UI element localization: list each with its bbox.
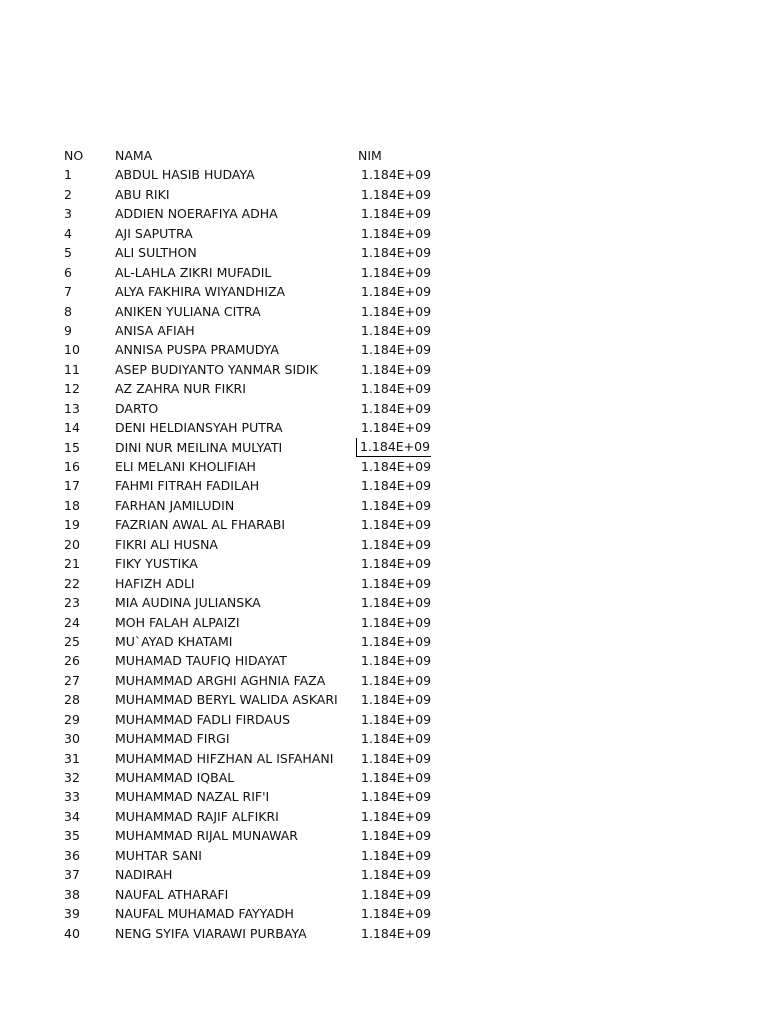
cell-nim[interactable]: 1.184E+09	[361, 731, 432, 747]
cell-name[interactable]: MU`AYAD KHATAMI	[115, 633, 233, 649]
cell-name[interactable]: MUHTAR SANI	[115, 847, 202, 863]
cell-no[interactable]: 13	[64, 400, 80, 416]
cell-no[interactable]: 14	[64, 420, 80, 436]
cell-no[interactable]: 24	[64, 614, 80, 630]
header-row	[0, 146, 768, 165]
table-row	[0, 263, 768, 282]
cell-no[interactable]: 35	[64, 828, 80, 844]
cell-nim[interactable]: 1.184E+09	[361, 711, 432, 727]
cell-nim[interactable]: 1.184E+09	[361, 556, 432, 572]
cell-nim[interactable]: 1.184E+09	[361, 633, 432, 649]
cell-nim[interactable]: 1.184E+09	[361, 478, 432, 494]
cell-nim[interactable]: 1.184E+09	[361, 245, 432, 261]
cell-no[interactable]: 29	[64, 711, 80, 727]
cell-no[interactable]: 16	[64, 459, 80, 474]
cell-name[interactable]: MUHAMMAD BERYL WALIDA ASKARI	[115, 692, 338, 708]
cell-nim[interactable]: 1.184E+09	[361, 420, 432, 436]
cell-no[interactable]: 37	[64, 867, 80, 883]
table-row	[0, 185, 768, 204]
table-row	[0, 438, 768, 457]
cell-no[interactable]: 4	[64, 225, 72, 241]
table-body	[0, 165, 768, 943]
cell-name[interactable]: ABU RIKI	[115, 186, 170, 202]
cell-nim[interactable]: 1.184E+09	[361, 400, 432, 416]
cell-name[interactable]: NAUFAL ATHARAFI	[115, 886, 229, 902]
table-row	[0, 885, 768, 904]
table-row	[0, 613, 768, 632]
cell-name[interactable]: DINI NUR MEILINA MULYATI	[115, 439, 283, 455]
cell-no[interactable]: 15	[64, 439, 80, 455]
cell-nim[interactable]: 1.184E+09	[361, 653, 432, 669]
table-row	[0, 729, 768, 748]
cell-no[interactable]: 28	[64, 692, 80, 708]
cell-name[interactable]: FARHAN JAMILUDIN	[115, 497, 235, 513]
cell-nim[interactable]: 1.184E+09	[361, 847, 432, 863]
cell-name[interactable]: MIA AUDINA JULIANSKA	[115, 595, 261, 611]
table-row	[0, 904, 768, 923]
cell-nim[interactable]: 1.184E+09	[361, 750, 432, 766]
table-row	[0, 515, 768, 534]
cell-no[interactable]: 18	[64, 497, 80, 513]
cell-name[interactable]: FIKY YUSTIKA	[115, 556, 198, 572]
cell-name[interactable]: AZ ZAHRA NUR FIKRI	[115, 381, 246, 397]
cell-name[interactable]: ANNISA PUSPA PRAMUDYA	[115, 342, 279, 358]
table-row	[0, 632, 768, 651]
cell-no[interactable]: 10	[64, 342, 80, 358]
cell-nim[interactable]: 1.184E+09	[361, 614, 432, 630]
table-row	[0, 768, 768, 787]
cell-name[interactable]: ALYA FAKHIRA WIYANDHIZA	[115, 284, 286, 300]
cell-no[interactable]: 8	[64, 303, 72, 319]
cell-name[interactable]: FAZRIAN AWAL AL FHARABI	[115, 517, 286, 533]
header-no[interactable]: NO	[64, 148, 84, 163]
cell-no[interactable]: 12	[64, 381, 80, 397]
table-row	[0, 418, 768, 437]
cell-nim[interactable]: 1.184E+09	[361, 828, 432, 844]
cell-no[interactable]: 1	[64, 167, 72, 183]
cell-name[interactable]: MUHAMMAD HIFZHAN AL ISFAHANI	[115, 750, 334, 766]
cell-nim[interactable]: 1.184E+09	[361, 186, 432, 202]
cell-nim[interactable]: 1.184E+09	[361, 322, 432, 338]
cell-nim-selected[interactable]: 1.184E+09	[356, 438, 431, 457]
table-row	[0, 282, 768, 301]
cell-nim[interactable]: 1.184E+09	[361, 225, 432, 241]
cell-name[interactable]: DENI HELDIANSYAH PUTRA	[115, 420, 283, 436]
cell-nim[interactable]: 1.184E+09	[361, 692, 432, 708]
table-row	[0, 924, 768, 943]
table-row	[0, 690, 768, 709]
cell-name[interactable]: NENG SYIFA VIARAWI PURBAYA	[115, 925, 307, 941]
cell-name[interactable]: HAFIZH ADLI	[115, 575, 195, 591]
table-row	[0, 651, 768, 670]
cell-name[interactable]: ABDUL HASIB HUDAYA	[115, 167, 255, 183]
cell-no[interactable]: 32	[64, 770, 80, 785]
table-row	[0, 574, 768, 593]
table-row	[0, 554, 768, 573]
cell-nim[interactable]: 1.184E+09	[361, 284, 432, 300]
cell-no[interactable]: 31	[64, 750, 80, 766]
cell-nim[interactable]: 1.184E+09	[361, 867, 432, 883]
table-row	[0, 243, 768, 262]
table-row	[0, 846, 768, 865]
cell-name[interactable]: ASEP BUDIYANTO YANMAR SIDIK	[115, 361, 318, 377]
cell-nim[interactable]: 1.184E+09	[361, 303, 432, 319]
table-row	[0, 457, 768, 476]
cell-no[interactable]: 33	[64, 789, 80, 805]
cell-nim[interactable]: 1.184E+09	[361, 575, 432, 591]
cell-nim[interactable]: 1.184E+09	[361, 381, 432, 397]
cell-nim[interactable]: 1.184E+09	[361, 361, 432, 377]
cell-no[interactable]: 5	[64, 245, 72, 261]
cell-no[interactable]: 36	[64, 847, 80, 863]
cell-name[interactable]: ALI SULTHON	[115, 245, 197, 261]
table-row	[0, 826, 768, 845]
cell-no[interactable]: 22	[64, 575, 80, 591]
cell-name[interactable]: MUHAMMAD RIJAL MUNAWAR	[115, 828, 298, 844]
cell-no[interactable]: 23	[64, 595, 80, 611]
cell-name[interactable]: MUHAMMAD FIRGI	[115, 731, 230, 747]
cell-name[interactable]: FAHMI FITRAH FADILAH	[115, 478, 260, 494]
table-row	[0, 204, 768, 223]
cell-name[interactable]: MUHAMMAD NAZAL RIF'I	[115, 789, 270, 805]
cell-nim[interactable]: 1.184E+09	[361, 459, 432, 474]
header-name[interactable]: NAMA	[115, 148, 153, 163]
cell-nim[interactable]: 1.184E+09	[361, 517, 432, 533]
cell-nim[interactable]: 1.184E+09	[361, 770, 432, 785]
table-row	[0, 476, 768, 495]
cell-name[interactable]: NAUFAL MUHAMAD FAYYADH	[115, 906, 294, 922]
cell-name[interactable]: ANIKEN YULIANA CITRA	[115, 303, 261, 319]
cell-no[interactable]: 11	[64, 361, 80, 377]
cell-nim[interactable]: 1.184E+09	[361, 906, 432, 922]
cell-no[interactable]: 30	[64, 731, 80, 747]
cell-nim[interactable]: 1.184E+09	[361, 789, 432, 805]
cell-name[interactable]: DARTO	[115, 400, 159, 416]
cell-nim[interactable]: 1.184E+09	[361, 536, 432, 552]
table-row	[0, 302, 768, 321]
cell-no[interactable]: 17	[64, 478, 80, 494]
table-row	[0, 593, 768, 612]
cell-no[interactable]: 26	[64, 653, 80, 669]
cell-no[interactable]: 27	[64, 672, 80, 688]
cell-nim[interactable]: 1.184E+09	[361, 264, 432, 280]
cell-name[interactable]: MUHAMAD TAUFIQ HIDAYAT	[115, 653, 287, 669]
table-row	[0, 749, 768, 768]
table-row	[0, 710, 768, 729]
table-row	[0, 165, 768, 184]
cell-nim[interactable]: 1.184E+09	[361, 342, 432, 358]
cell-no[interactable]: 19	[64, 517, 80, 533]
cell-name[interactable]: MUHAMMAD IQBAL	[115, 770, 235, 785]
cell-name[interactable]: MUHAMMAD ARGHI AGHNIA FAZA	[115, 672, 326, 688]
header-nim[interactable]: NIM	[358, 148, 382, 163]
cell-nim[interactable]: 1.184E+09	[361, 497, 432, 513]
cell-name[interactable]: ANISA AFIAH	[115, 322, 195, 338]
cell-no[interactable]: 38	[64, 886, 80, 902]
cell-nim[interactable]: 1.184E+09	[361, 206, 432, 222]
table-row	[0, 360, 768, 379]
cell-name[interactable]: FIKRI ALI HUSNA	[115, 536, 218, 552]
cell-no[interactable]: 39	[64, 906, 80, 922]
cell-no[interactable]: 21	[64, 556, 80, 572]
cell-name[interactable]: ELI MELANI KHOLIFIAH	[115, 459, 256, 474]
table-row	[0, 865, 768, 884]
cell-nim[interactable]: 1.184E+09	[361, 672, 432, 688]
cell-nim[interactable]: 1.184E+09	[361, 886, 432, 902]
cell-name[interactable]: MUHAMMAD RAJIF ALFIKRI	[115, 808, 279, 824]
cell-no[interactable]: 2	[64, 186, 72, 202]
cell-no[interactable]: 40	[64, 925, 80, 941]
cell-no[interactable]: 3	[64, 206, 72, 222]
cell-name[interactable]: MOH FALAH ALPAIZI	[115, 614, 240, 630]
table-row	[0, 807, 768, 826]
cell-name[interactable]: AL-LAHLA ZIKRI MUFADIL	[115, 264, 272, 280]
table-row	[0, 399, 768, 418]
cell-no[interactable]: 20	[64, 536, 80, 552]
cell-nim[interactable]: 1.184E+09	[361, 808, 432, 824]
spreadsheet-table	[0, 146, 768, 943]
table-row	[0, 787, 768, 806]
table-row	[0, 496, 768, 515]
table-row	[0, 321, 768, 340]
cell-name[interactable]: AJI SAPUTRA	[115, 225, 193, 241]
cell-name[interactable]: MUHAMMAD FADLI FIRDAUS	[115, 711, 291, 727]
table-row	[0, 379, 768, 398]
cell-no[interactable]: 25	[64, 633, 80, 649]
cell-name[interactable]: NADIRAH	[115, 867, 173, 883]
table-row	[0, 340, 768, 359]
cell-no[interactable]: 6	[64, 264, 72, 280]
cell-name[interactable]: ADDIEN NOERAFIYA ADHA	[115, 206, 278, 222]
cell-nim[interactable]: 1.184E+09	[361, 595, 432, 611]
table-row	[0, 535, 768, 554]
cell-no[interactable]: 7	[64, 284, 72, 300]
cell-nim[interactable]: 1.184E+09	[361, 167, 432, 183]
table-row	[0, 224, 768, 243]
cell-no[interactable]: 34	[64, 808, 80, 824]
cell-nim[interactable]: 1.184E+09	[361, 925, 432, 941]
cell-no[interactable]: 9	[64, 322, 72, 338]
table-row	[0, 671, 768, 690]
